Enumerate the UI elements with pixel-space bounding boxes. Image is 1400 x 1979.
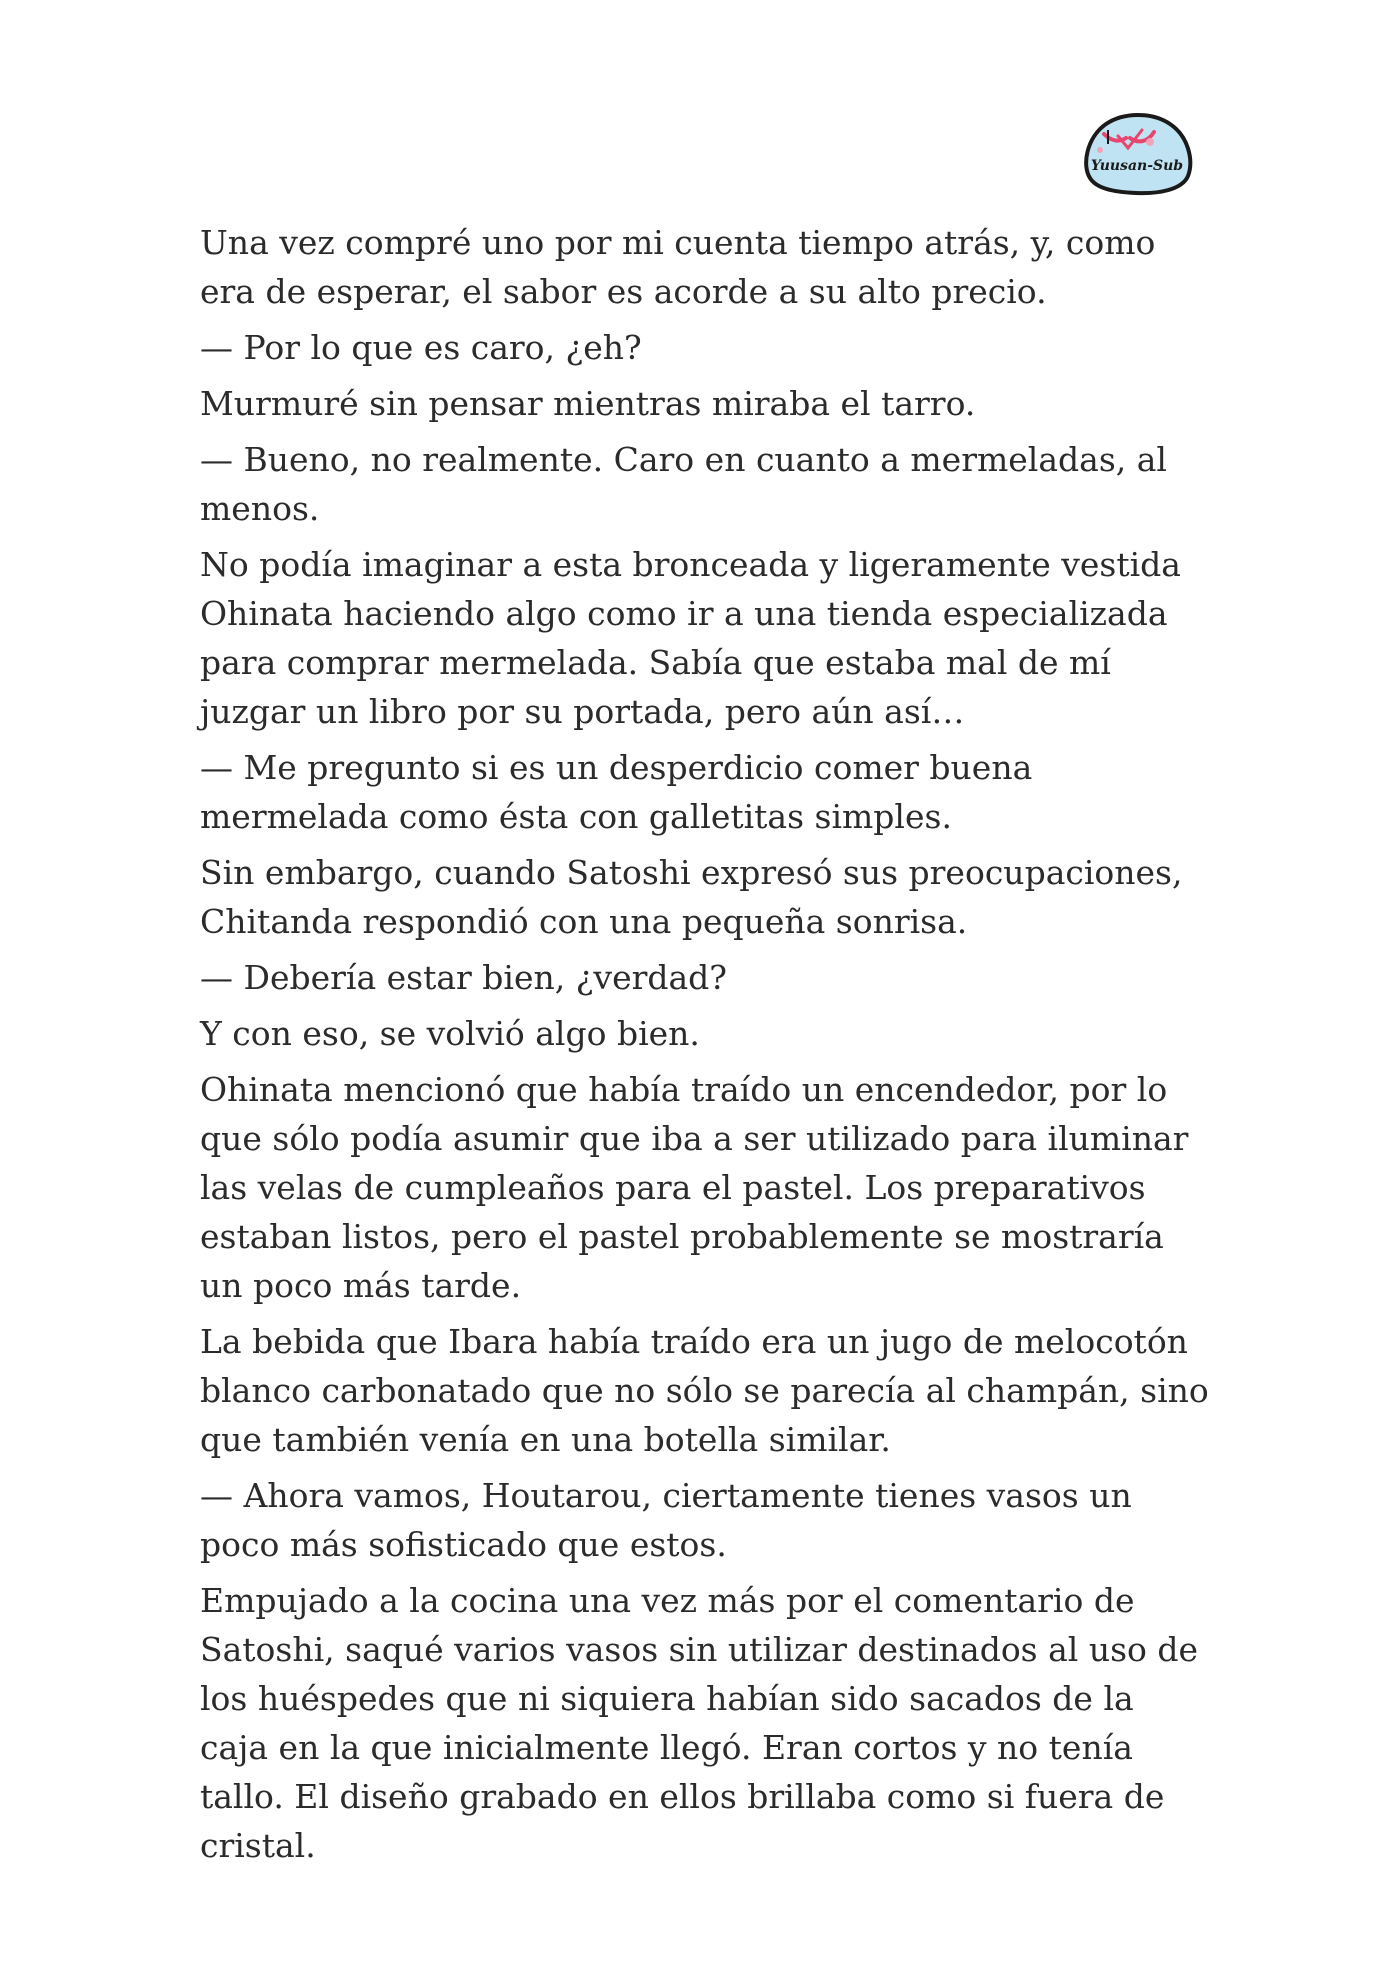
- paragraph: Y con eso, se volvió algo bien.: [200, 1014, 700, 1053]
- logo-dot-icon: [1097, 147, 1103, 153]
- paragraph: — Bueno, no realmente. Caro en cuanto a mermeladas, al menos.: [200, 440, 1178, 528]
- paragraph: Empujado a la cocina una vez más por el comentario de Satoshi, saqué varios vasos sin utilizar destinados al uso de los huéspedes que ni siquiera habían sido sacados de la caja en la que inicialmente llegó. Eran cortos y no tenía tallo. El diseño grabado en ellos brillaba como si fuera de cristal.: [200, 1581, 1209, 1865]
- paragraph: Ohinata mencionó que había traído un encendedor, por lo que sólo podía asumir que iba a ser utilizado para iluminar las velas de cumpleaños para el pastel. Los preparativos estaban listos, pero el pastel probablemente se mostraría un poco más tarde.: [200, 1070, 1199, 1305]
- paragraph: — Por lo que es caro, ¿eh?: [200, 328, 642, 367]
- yuusan-sub-logo: [1078, 108, 1196, 196]
- logo-dot-icon: [1146, 138, 1154, 146]
- paragraph: — Ahora vamos, Houtarou, ciertamente tienes vasos un poco más sofisticado que estos.: [200, 1476, 1143, 1564]
- paragraph: La bebida que Ibara había traído era un jugo de melocotón blanco carbonatado que no sólo se parecía al champán, sino que también venía en una botella similar.: [200, 1322, 1220, 1459]
- paragraph: No podía imaginar a esta bronceada y ligeramente vestida Ohinata haciendo algo como ir a una tienda especializada para comprar mermelada. Sabía que estaba mal de mí juzgar un libro por su portada, pero aún así…: [200, 545, 1192, 731]
- paragraph: — Me pregunto si es un desperdicio comer buena mermelada como ésta con galletitas simples.: [200, 748, 1043, 836]
- logo-blob-shape: [1086, 115, 1190, 193]
- paragraph: Sin embargo, cuando Satoshi expresó sus preocupaciones, Chitanda respondió con una pequeña sonrisa.: [200, 853, 1193, 941]
- logo-text: Yuusan-Sub: [1090, 158, 1184, 174]
- paragraph: Una vez compré uno por mi cuenta tiempo atrás, y, como era de esperar, el sabor es acorde a su alto precio.: [200, 223, 1166, 311]
- paragraph: Murmuré sin pensar mientras miraba el tarro.: [200, 384, 976, 423]
- paragraph: — Debería estar bien, ¿verdad?: [200, 958, 727, 997]
- text-body: [200, 218, 1220, 1877]
